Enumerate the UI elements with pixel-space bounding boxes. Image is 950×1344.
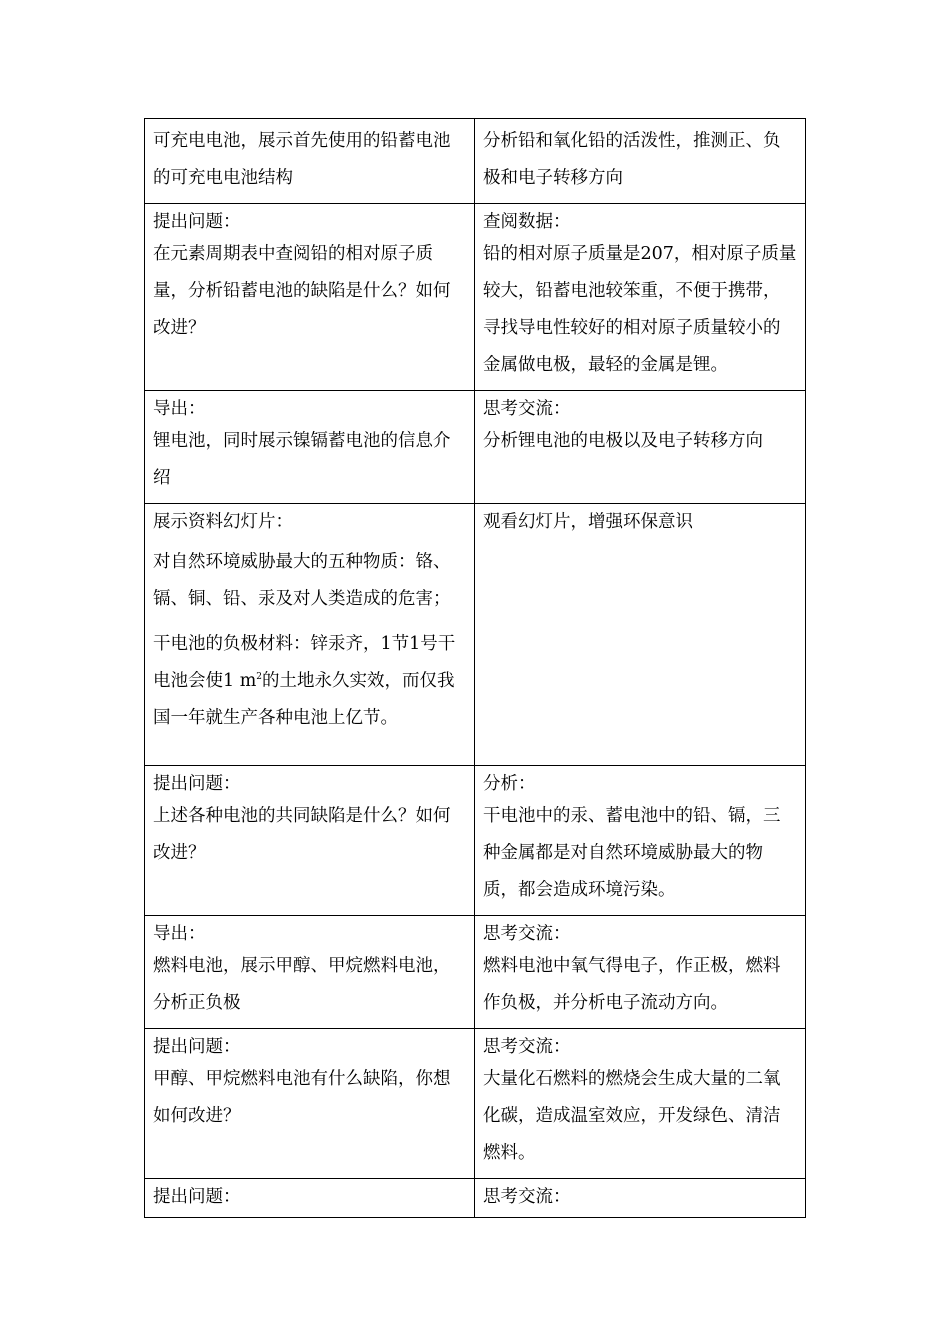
teacher-activity-cell [145,391,475,504]
cell-heading: 提出问题： [153,774,241,794]
table-row [145,1179,806,1218]
teacher-activity-cell [145,504,475,766]
superscript: 2 [256,672,263,683]
cell-heading: 提出问题： [153,1187,241,1207]
lesson-table [144,118,806,1218]
cell-text: 在元素周期表中查阅铅的相对原子质量，分析铅蓄电池的缺陷是什么？如何改进？ [153,244,451,338]
teacher-activity-cell [145,1179,475,1218]
cell-text: 干电池中的汞、蓄电池中的铅、镉，三种金属都是对自然环境威胁最大的物质，都会造成环境污染。 [483,806,781,900]
cell-heading: 思考交流： [483,1187,571,1207]
student-activity-cell [475,916,806,1029]
cell-heading: 查阅数据： [483,212,571,232]
teacher-activity-cell [145,766,475,916]
cell-heading: 导出： [153,399,206,419]
cell-heading: 导出： [153,924,206,944]
cell-text: 锂电池，同时展示镍镉蓄电池的信息介绍 [153,431,451,488]
text-part: 的土地永久实效，而仅我国一年就生产各种电池上亿节。 [153,671,455,728]
cell-heading: 展示资料幻灯片： [153,512,293,532]
teacher-activity-cell [145,119,475,204]
cell-text: 甲醇、甲烷燃料电池有什么缺陷，你想如何改进？ [153,1069,451,1126]
cell-heading: 分析： [483,774,536,794]
teacher-activity-cell [145,1029,475,1179]
student-activity-cell [475,119,806,204]
cell-heading: 提出问题： [153,212,241,232]
student-activity-cell [475,204,806,391]
student-activity-cell [475,766,806,916]
teacher-activity-cell [145,916,475,1029]
table-row [145,204,806,391]
table-row [145,391,806,504]
cell-text: 分析铅和氧化铅的活泼性，推测正、负极和电子转移方向 [483,131,781,188]
teacher-activity-cell [145,204,475,391]
student-activity-cell [475,504,806,766]
text-part: 干电池的负极材料：锌汞齐，1节1号干电池会使1 m [153,634,456,691]
student-activity-cell [475,391,806,504]
cell-heading: 思考交流： [483,924,571,944]
cell-text: 可充电电池，展示首先使用的铅蓄电池的可充电电池结构 [153,131,451,188]
student-activity-cell [475,1179,806,1218]
cell-text: 大量化石燃料的燃烧会生成大量的二氧化碳，造成温室效应，开发绿色、清洁燃料。 [483,1069,781,1163]
cell-text: 对自然环境威胁最大的五种物质：铬、镉、铜、铅、汞及对人类造成的危害； [153,552,451,609]
table-row [145,504,806,766]
cell-text: 燃料电池中氧气得电子，作正极，燃料作负极，并分析电子流动方向。 [483,956,781,1013]
cell-heading: 提出问题： [153,1037,241,1057]
table-row [145,766,806,916]
table-row [145,916,806,1029]
cell-text: 燃料电池，展示甲醇、甲烷燃料电池，分析正负极 [153,956,451,1013]
cell-heading: 思考交流： [483,399,571,419]
cell-text: 上述各种电池的共同缺陷是什么？如何改进？ [153,806,451,863]
cell-heading: 观看幻灯片，增强环保意识 [483,512,693,532]
table-row [145,1029,806,1179]
cell-heading: 思考交流： [483,1037,571,1057]
cell-text [153,626,466,737]
table-row [145,119,806,204]
cell-text: 分析锂电池的电极以及电子转移方向 [483,431,763,451]
cell-text: 铅的相对原子质量是207，相对原子质量较大，铅蓄电池较笨重，不便于携带，寻找导电性较好的相对原子质量较小的金属做电极，最轻的金属是锂。 [483,244,797,375]
student-activity-cell [475,1029,806,1179]
